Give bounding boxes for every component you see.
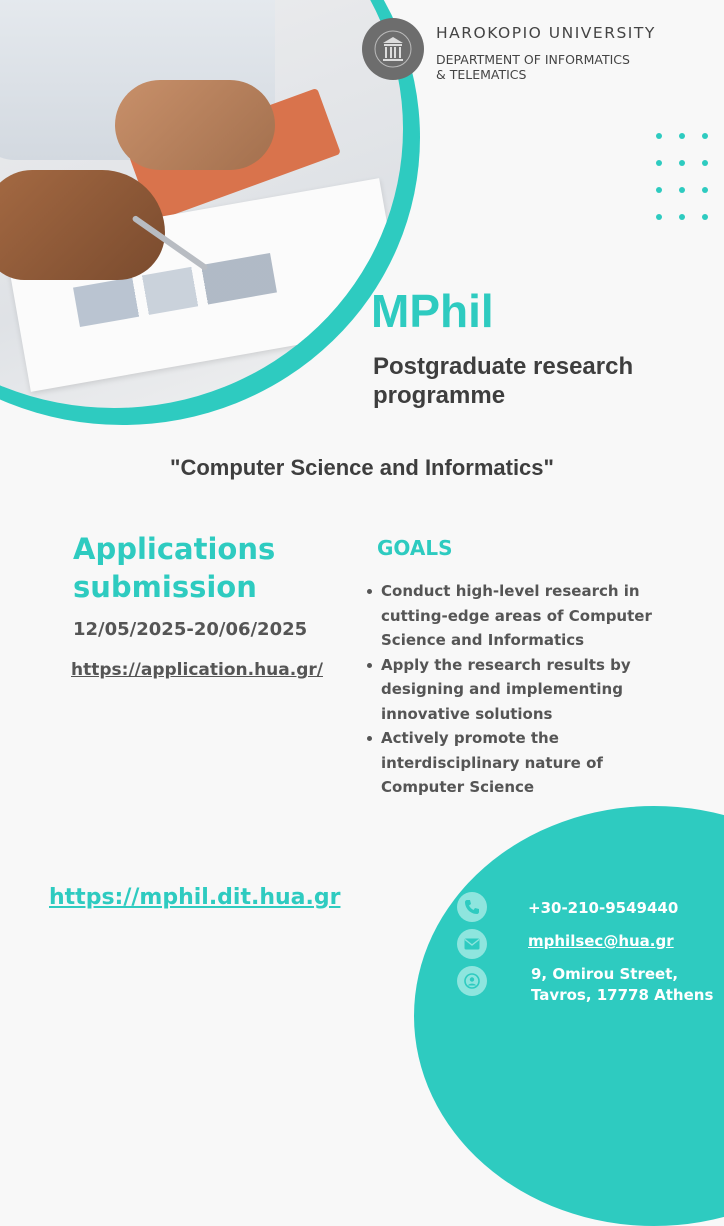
goals-heading: GOALS xyxy=(377,536,453,560)
page-title: MPhil xyxy=(371,285,494,337)
applications-dates: 12/05/2025-20/06/2025 xyxy=(73,619,308,640)
goal-item: Conduct high-level research in cutting-edge areas of Computer Science and Informatics xyxy=(366,579,666,653)
department-name xyxy=(436,52,630,82)
phone-icon xyxy=(457,892,487,922)
applications-heading: Applications submission xyxy=(73,532,276,604)
location-icon xyxy=(457,966,487,996)
hero-photo-circle xyxy=(0,0,420,425)
department-line-1: DEPARTMENT OF INFORMATICS xyxy=(436,52,630,67)
applications-link[interactable]: https://application.hua.gr/ xyxy=(71,660,323,680)
address-line-1: 9, Omirou Street, xyxy=(531,965,679,983)
contact-phone[interactable]: +30-210-9549440 xyxy=(528,899,679,917)
page-subtitle: Postgraduate research programme xyxy=(373,353,634,409)
university-name: HAROKOPIO UNIVERSITY xyxy=(436,24,656,42)
goals-list xyxy=(366,579,666,800)
programme-name: "Computer Science and Informatics" xyxy=(170,455,554,480)
goal-item: Apply the research results by designing and implementing innovative solutions xyxy=(366,653,666,727)
email-icon xyxy=(457,929,487,959)
contact-email[interactable]: mphilsec@hua.gr xyxy=(528,932,674,950)
contact-address xyxy=(531,964,713,1006)
goal-item: Actively promote the interdisciplinary nature of Computer Science xyxy=(366,726,666,800)
department-line-2: & TELEMATICS xyxy=(436,67,527,82)
hero-photo xyxy=(0,0,403,408)
address-line-2: Tavros, 17778 Athens xyxy=(531,986,714,1004)
contact-teal-circle xyxy=(414,806,724,1226)
website-link[interactable]: https://mphil.dit.hua.gr xyxy=(49,885,341,910)
university-logo xyxy=(362,18,424,80)
